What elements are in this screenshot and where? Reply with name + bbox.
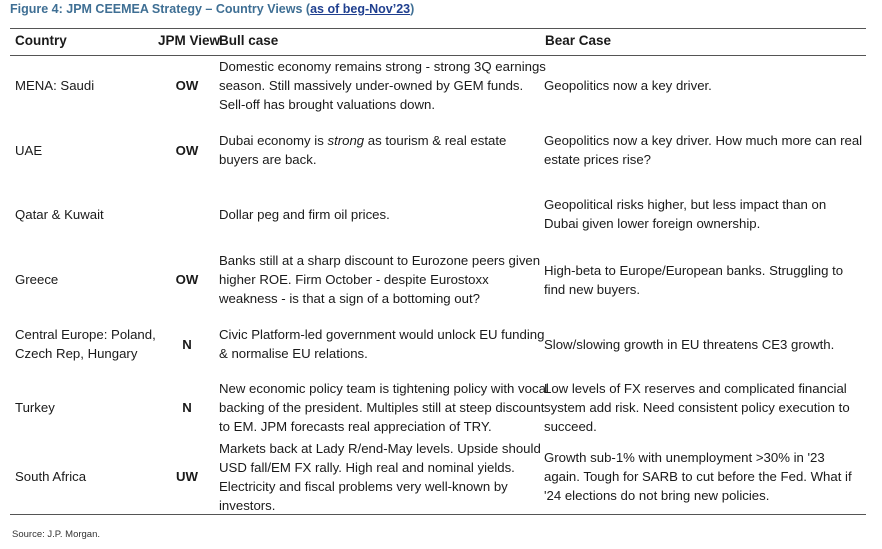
bear-case-cell: Growth sub-1% with unemployment >30% in '23 again. Tough for SARB to cut before the Fed. What if '24 elections do not bring new policies.	[544, 450, 852, 503]
country-cell: MENA: Saudi	[15, 78, 95, 93]
table-row	[10, 323, 866, 365]
bull-case-emphasis: strong	[327, 133, 365, 148]
header-bear-case: Bear Case	[545, 33, 612, 48]
as-of-link[interactable]: as of beg-Nov’23	[310, 2, 411, 16]
header-jpm-view: JPM View	[158, 33, 221, 48]
view-cell: N	[182, 400, 192, 415]
view-cell: OW	[175, 272, 199, 287]
bear-case-cell: Geopolitics now a key driver. How much more can real estate prices rise?	[544, 133, 863, 167]
table-row	[10, 192, 866, 236]
bear-case-cell: Low levels of FX reserves and complicated financial system add risk. Need consistent policy execution to succeed.	[544, 381, 850, 434]
figure-title-prefix: Figure 4: JPM CEEMEA Strategy – Country Views (	[10, 2, 311, 16]
table-row	[10, 439, 866, 514]
bull-case-cell: New economic policy team is tightening policy with vocal backing of the president. Multiples still at steep discount to EM. JPM forecasts real appreciation of TRY.	[219, 381, 549, 434]
country-cell: Greece	[15, 272, 59, 287]
header-bottom-rule	[10, 55, 866, 56]
country-cell: Turkey	[15, 400, 55, 415]
bull-case-cell: Civic Platform-led government would unlock EU funding & normalise EU relations.	[219, 327, 545, 361]
source-note: Source: J.P. Morgan.	[12, 529, 101, 540]
view-cell: N	[182, 336, 192, 352]
table-row	[10, 124, 866, 176]
bull-case-cell: Banks still at a sharp discount to Eurozone peers given higher ROE. Firm October - despite Eurostoxx weakness - is that a sign of a bottoming out?	[219, 253, 541, 306]
bear-case-cell: Slow/slowing growth in EU threatens CE3 growth.	[544, 336, 835, 352]
header-bull-case: Bull case	[219, 33, 279, 48]
bear-case-cell: Geopolitics now a key driver.	[544, 78, 712, 93]
bear-case-cell: High-beta to Europe/European banks. Struggling to find new buyers.	[544, 262, 844, 297]
header-top-rule	[10, 28, 866, 29]
bull-case-cell: Domestic economy remains strong - strong 3Q earnings season. Still massively under-owned by GEM funds. Sell-off has brought valuations down.	[219, 59, 546, 112]
bull-case-cell	[219, 124, 549, 176]
table-bottom-rule	[10, 514, 866, 515]
bull-case-cell: Markets back at Lady R/end-May levels. Upside should USD fall/EM FX rally. High real and nominal yields. Electricity and fiscal problems very well-known by investors.	[219, 440, 541, 513]
bull-case-text: as tourism & real estate buyers are back.	[219, 133, 507, 167]
bear-case-cell: Geopolitical risks higher, but less impact than on Dubai given lower foreign ownership.	[544, 197, 827, 231]
view-cell: OW	[175, 142, 199, 158]
table-row	[10, 251, 866, 308]
country-cell: UAE	[15, 142, 43, 158]
country-cell: Qatar & Kuwait	[15, 206, 104, 222]
bull-case-text: Dubai economy is	[219, 133, 328, 148]
country-cell: Central Europe: Poland, Czech Rep, Hungary	[15, 327, 156, 361]
view-cell	[162, 192, 212, 236]
table-row	[10, 57, 866, 114]
header-country: Country	[15, 33, 67, 48]
bull-case-cell: Dollar peg and firm oil prices.	[219, 206, 390, 222]
country-cell: South Africa	[15, 469, 87, 484]
table-row	[10, 379, 866, 436]
figure-title-suffix: )	[410, 2, 415, 16]
figure-title	[10, 2, 414, 16]
view-cell: OW	[175, 78, 199, 93]
view-cell: UW	[176, 469, 198, 484]
